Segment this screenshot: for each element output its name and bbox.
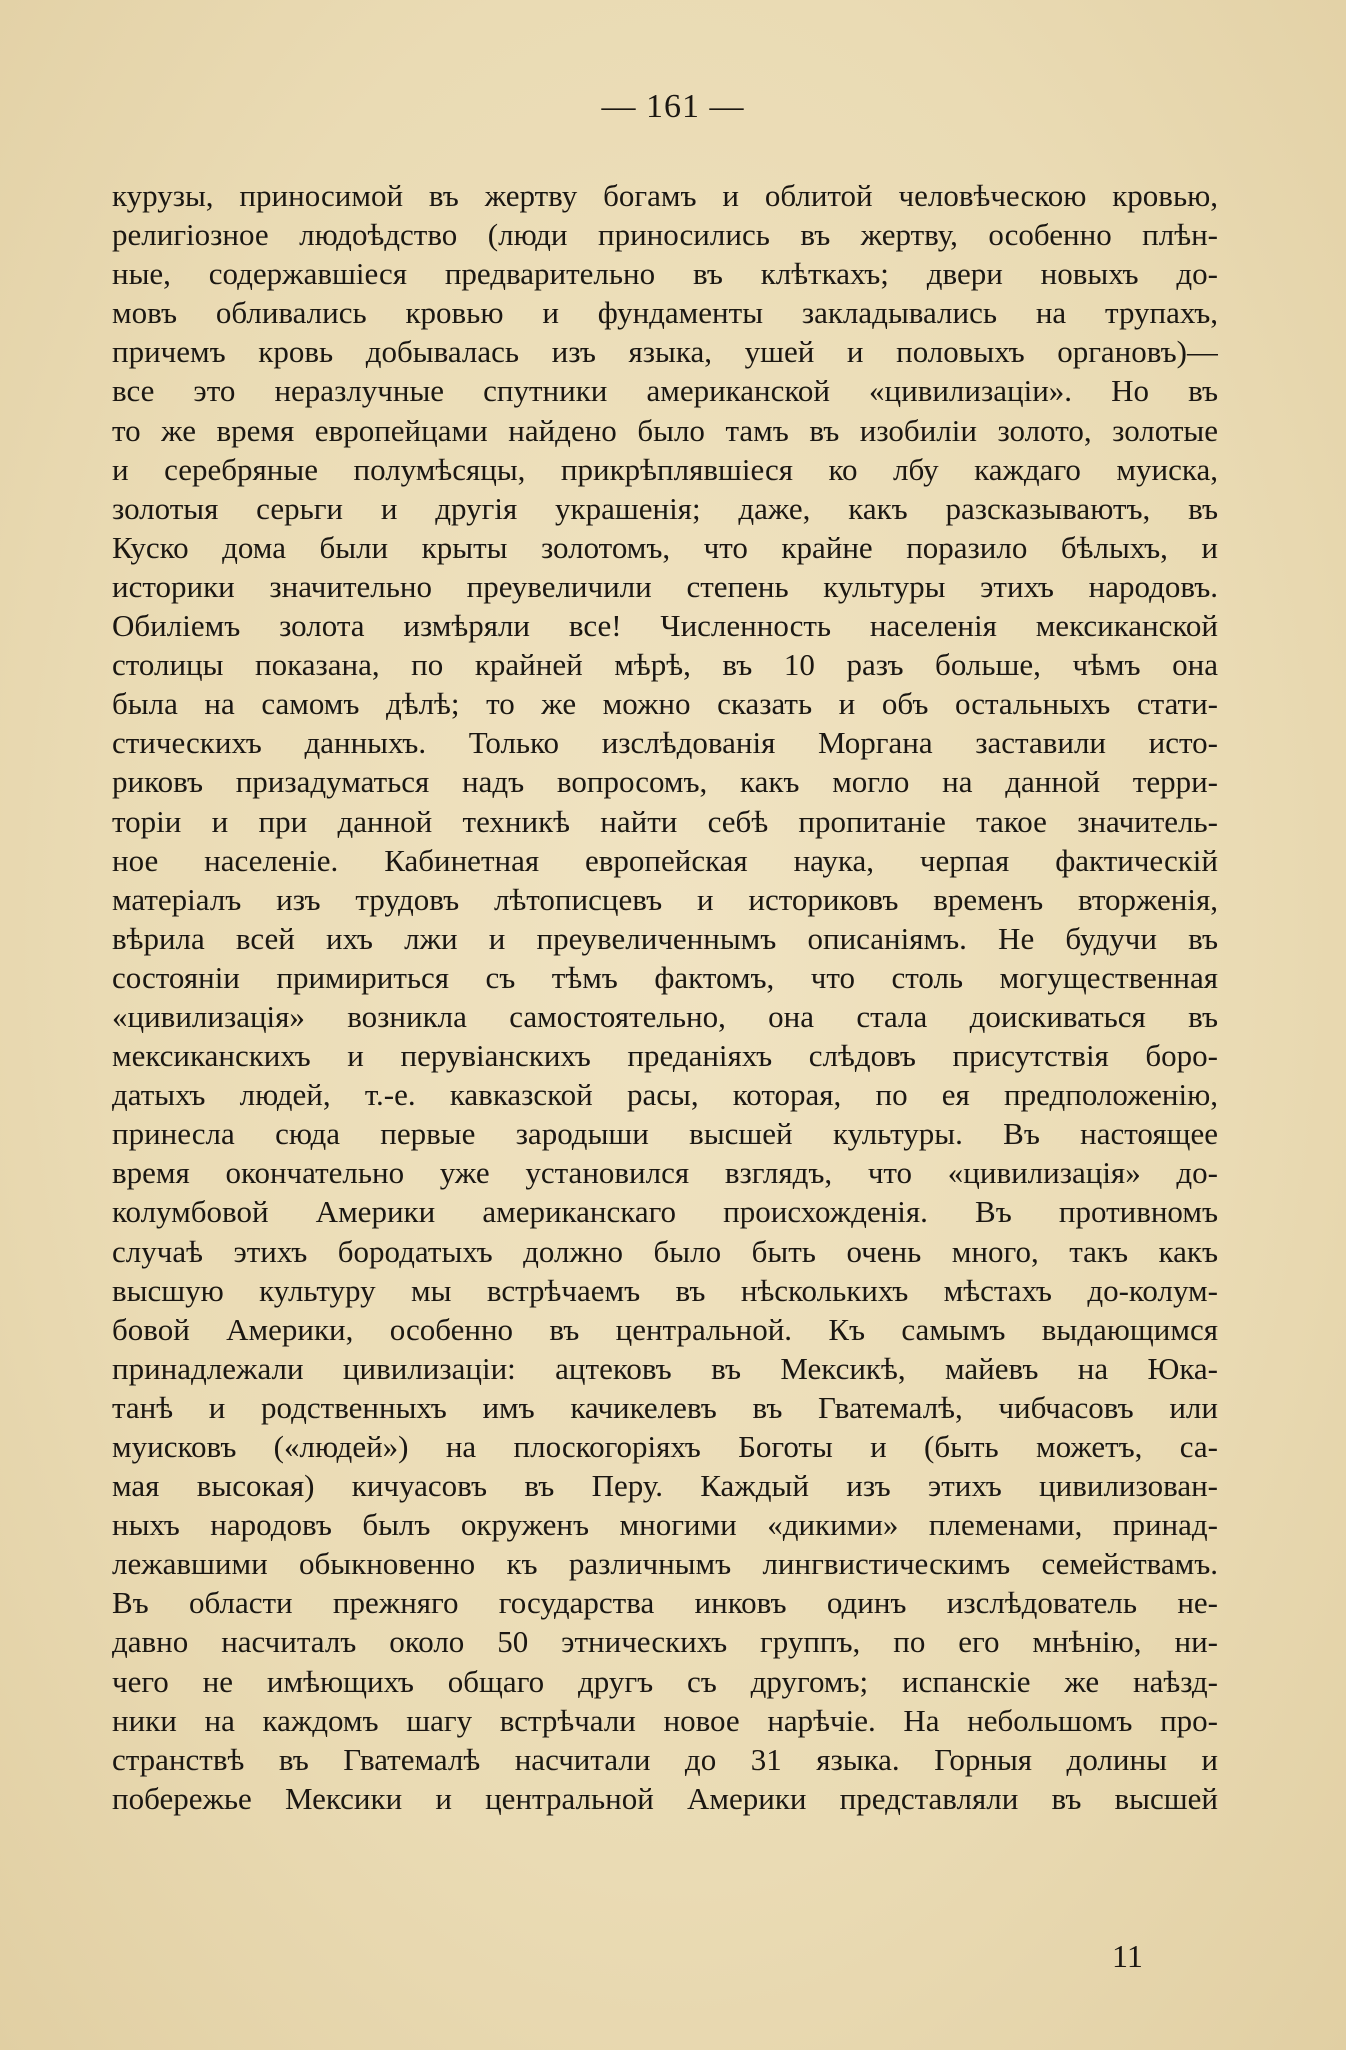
text-line: принесла сюда первые зародыши высшей культуры. Въ настоящее [112, 1116, 1218, 1152]
text-line: давно насчиталъ около 50 этническихъ группъ, по его мнѣнiю, ни- [112, 1624, 1218, 1660]
text-line: историки значительно преувеличили степень культуры этихъ народовъ. [112, 568, 1218, 604]
text-line: ные, содержавшiеся предварительно въ клѣткахъ; двери новыхъ до- [112, 256, 1218, 292]
text-line: странствѣ въ Гватемалѣ насчитали до 31 языка. Горныя долины и [112, 1741, 1218, 1777]
text-line: торiи и при данной техникѣ найти себѣ пропитанiе такое значитель- [112, 803, 1218, 839]
text-line: мовъ обливались кровью и фундаменты закладывались на трупахъ, [112, 295, 1218, 331]
text-line: случаѣ этихъ бородатыхъ должно было быть очень много, такъ какъ [112, 1233, 1218, 1269]
text-line: мая высокая) кичуасовъ въ Перу. Каждый изъ этихъ цивилизован- [112, 1468, 1218, 1504]
text-line: время окончательно уже установился взглядъ, что «цивилизацiя» до- [112, 1155, 1218, 1191]
text-line: причемъ кровь добывалась изъ языка, ушей и половыхъ органовъ)— [112, 334, 1218, 370]
text-line: риковъ призадуматься надъ вопросомъ, какъ могло на данной терри- [112, 764, 1218, 800]
text-line: ники на каждомъ шагу встрѣчали новое нарѣчiе. На небольшомъ про- [112, 1702, 1218, 1738]
text-line: мексиканскихъ и перувiанскихъ преданiяхъ слѣдовъ присутствiя боро- [112, 1038, 1218, 1074]
text-line: то же время европейцами найдено было тамъ въ изобилiи золото, золотые [112, 412, 1218, 448]
text-line: столицы показана, по крайней мѣрѣ, въ 10 разъ больше, чѣмъ она [112, 647, 1218, 683]
text-line: чего не имѣющихъ общаго другъ съ другомъ; испанскiе же наѣзд- [112, 1663, 1218, 1699]
text-line: «цивилизацiя» возникла самостоятельно, она стала доискиваться въ [112, 998, 1218, 1034]
signature-mark: 11 [1112, 1938, 1143, 1974]
text-line: муисковъ («людей») на плоскогорiяхъ Боготы и (быть можетъ, са- [112, 1429, 1218, 1464]
text-line: была на самомъ дѣлѣ; то же можно сказать и объ остальныхъ стати- [112, 686, 1218, 722]
text-line: Куско дома были крыты золотомъ, что крайне поразило бѣлыхъ, и [112, 529, 1218, 565]
text-line: золотыя серьги и другiя украшенiя; даже, какъ разсказываютъ, въ [112, 490, 1218, 526]
text-line: стическихъ данныхъ. Только изслѣдованiя Моргана заставили исто- [112, 725, 1218, 761]
text-line: Обилiемъ золота измѣряли все! Численность населенiя мексиканской [112, 608, 1218, 644]
text-line: состоянiи примириться съ тѣмъ фактомъ, что столь могущественная [112, 959, 1218, 995]
text-line: вѣрила всей ихъ лжи и преувеличеннымъ описанiямъ. Не будучи въ [112, 920, 1218, 956]
text-line: ное населенiе. Кабинетная европейская наука, черпая фактическiй [112, 842, 1218, 878]
text-line: и серебряные полумѣсяцы, прикрѣплявшiеся ко лбу каждаго муиска, [112, 451, 1218, 487]
page-number: — 161 — [601, 88, 745, 125]
text-line: побережье Мексики и центральной Америки представляли въ высшей [112, 1780, 1218, 1816]
text-line: матерiалъ изъ трудовъ лѣтописцевъ и историковъ временъ вторженiя, [112, 881, 1218, 917]
text-line: колумбовой Америки американскаго происхожденiя. Въ противномъ [112, 1194, 1218, 1230]
text-line: танѣ и родственныхъ имъ качикелевъ въ Гватемалѣ, чибчасовъ или [112, 1389, 1218, 1425]
text-line: датыхъ людей, т.-е. кавказской расы, которая, по ея предположенiю, [112, 1077, 1218, 1113]
text-line: ныхъ народовъ былъ окруженъ многими «дикими» племенами, принад- [112, 1507, 1218, 1543]
text-line: высшую культуру мы встрѣчаемъ въ нѣсколькихъ мѣстахъ до-колум- [112, 1272, 1218, 1308]
text-line: курузы, приносимой въ жертву богамъ и облитой человѣческою кровью, [112, 178, 1218, 213]
text-line: бовой Америки, особенно въ центральной. Къ самымъ выдающимся [112, 1311, 1218, 1347]
text-line: принадлежали цивилизацiи: ацтековъ въ Мексикѣ, майевъ на Юка- [112, 1350, 1218, 1386]
text-line: все это неразлучные спутники американской «цивилизацiи». Но въ [112, 373, 1218, 409]
text-line: Въ области прежняго государства инковъ одинъ изслѣдователь не- [112, 1585, 1218, 1621]
text-line: лежавшими обыкновенно къ различнымъ лингвистическимъ семействамъ. [112, 1546, 1218, 1582]
body-text [112, 176, 1218, 1818]
text-line: религiозное людоѣдство (люди приносились въ жертву, особенно плѣн- [112, 217, 1218, 253]
